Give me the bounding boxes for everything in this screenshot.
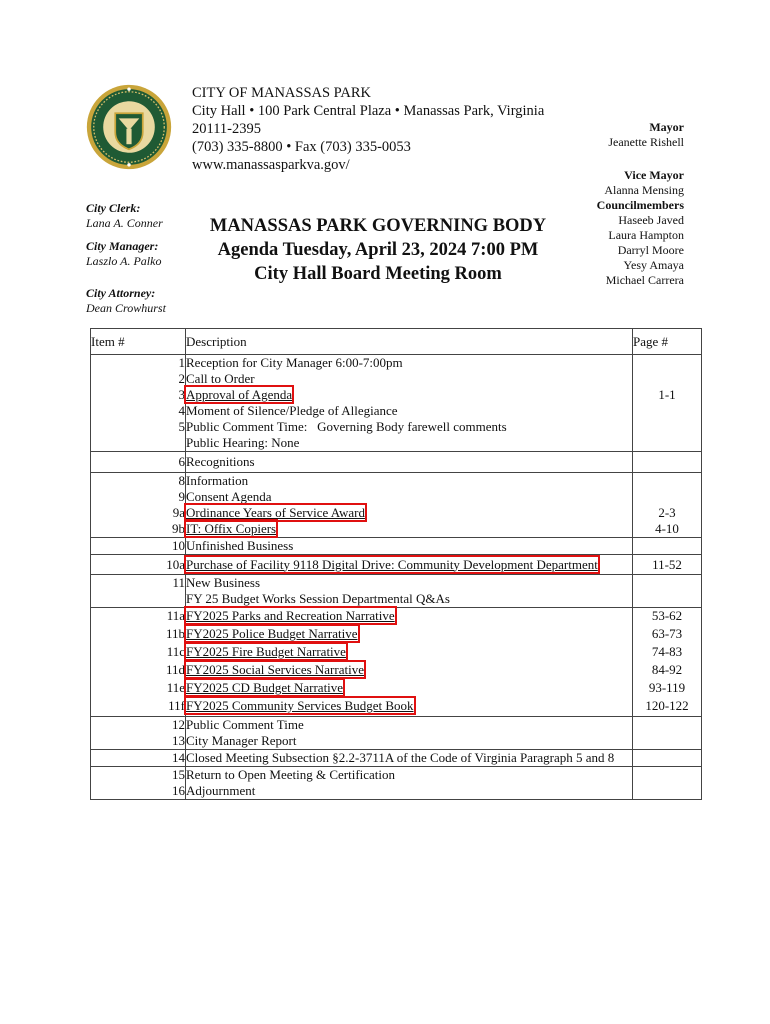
agenda-item-text: Consent Agenda	[186, 489, 272, 504]
city-manager-title: City Manager:	[86, 239, 159, 253]
agenda-item-text: Reception for City Manager 6:00-7:00pm	[186, 355, 403, 370]
agenda-item-text: FY 25 Budget Works Session Departmental Q&As	[186, 591, 450, 606]
mayor-name: Jeanette Rishell	[608, 135, 684, 149]
agenda-item-text: Public Comment Time	[186, 717, 304, 732]
councilmember-name: Yesy Amaya	[623, 258, 684, 272]
offix-copiers-link[interactable]: IT: Offix Copiers	[186, 521, 277, 536]
table-row: 10 Unfinished Business	[91, 538, 702, 555]
agenda-item-text: Call to Order	[186, 371, 255, 386]
ordinance-years-of-service-link[interactable]: Ordinance Years of Service Award	[186, 505, 365, 520]
cd-budget-narrative-link[interactable]: FY2025 CD Budget Narrative	[186, 680, 344, 695]
table-row: 11a 11b 11c 11d 11e 11f FY2025 Parks and Recreation Narrative FY2025 Police Budget Narrative FY2025 Fire Budget Narrative FY2025 Social Services Narrative FY2025 CD Budget Narrative FY2025 Community Services Budget Book 53-62 63-73 74-83 84-92 93-119 120-122	[91, 608, 702, 717]
vice-mayor-name: Alanna Mensing	[604, 183, 684, 197]
councilmembers-title: Councilmembers	[596, 198, 684, 212]
police-budget-narrative-link[interactable]: FY2025 Police Budget Narrative	[186, 626, 358, 641]
table-row: 11 New Business FY 25 Budget Works Session Departmental Q&As	[91, 575, 702, 608]
city-seal-logo	[86, 84, 172, 170]
agenda-table	[90, 328, 702, 800]
city-clerk-name: Lana A. Conner	[86, 216, 163, 230]
description-cell	[186, 355, 633, 452]
councilmember-name: Michael Carrera	[605, 273, 684, 287]
city-website[interactable]: www.manassasparkva.gov/	[192, 157, 350, 173]
table-row: 6 Recognitions	[91, 452, 702, 473]
agenda-header-row	[91, 329, 702, 355]
parks-recreation-narrative-link[interactable]: FY2025 Parks and Recreation Narrative	[186, 608, 395, 623]
description-header: Description	[186, 329, 633, 355]
page-number-header: Page #	[633, 329, 702, 355]
mayor-title: Mayor	[649, 120, 684, 134]
page-number-cell: 1-1	[633, 355, 702, 452]
city-address: City Hall • 100 Park Central Plaza • Manassas Park, Virginia	[192, 103, 545, 119]
agenda-item-text: Public Comment Time: Governing Body farewell comments	[186, 419, 507, 434]
councilmember-name: Darryl Moore	[617, 243, 684, 257]
table-row: 12 13 Public Comment Time City Manager Report	[91, 717, 702, 750]
agenda-item-text: Public Hearing: None	[186, 435, 300, 450]
city-phone-fax: (703) 335-8800 • Fax (703) 335-0053	[192, 139, 411, 155]
city-zip: 20111-2395	[192, 121, 262, 137]
city-attorney-title: City Attorney:	[86, 286, 156, 300]
meeting-title-block	[192, 214, 564, 286]
agenda-item-text: City Manager Report	[186, 733, 297, 748]
agenda-item-text: Information	[186, 473, 249, 488]
meeting-location: City Hall Board Meeting Room	[254, 264, 502, 284]
agenda-item-text: Unfinished Business	[186, 538, 633, 555]
table-row: 8 9 9a 9b Information Consent Agenda Ordinance Years of Service Award IT: Offix Copiers 2-3 4-10	[91, 473, 702, 538]
agenda-item-text: Return to Open Meeting & Certification	[186, 767, 396, 782]
item-number-cell: 1 2 3 4 5	[91, 355, 186, 452]
councilmember-name: Haseeb Javed	[618, 213, 684, 227]
agenda-date-line: Agenda Tuesday, April 23, 2024 7:00 PM	[217, 240, 539, 260]
agenda-item-text: Recognitions	[186, 452, 633, 473]
agenda-item-text: Moment of Silence/Pledge of Allegiance	[186, 403, 398, 418]
city-attorney-name: Dean Crowhurst	[86, 301, 166, 315]
table-row: 14 Closed Meeting Subsection §2.2-3711A of the Code of Virginia Paragraph 5 and 8	[91, 750, 702, 767]
table-row	[91, 355, 702, 452]
fire-budget-narrative-link[interactable]: FY2025 Fire Budget Narrative	[186, 644, 346, 659]
councilmember-name: Laura Hampton	[608, 228, 684, 242]
city-manager-name: Laszlo A. Palko	[86, 254, 162, 268]
table-row: 10a Purchase of Facility 9118 Digital Drive: Community Development Department 11-52	[91, 555, 702, 575]
table-row: 15 16 Return to Open Meeting & Certification Adjournment	[91, 767, 702, 800]
item-number-header: Item #	[91, 329, 186, 355]
facility-9118-purchase-link[interactable]: Purchase of Facility 9118 Digital Drive: Community Development Department	[186, 556, 598, 572]
approval-of-agenda-link[interactable]: Approval of Agenda	[186, 387, 293, 402]
agenda-item-text: Closed Meeting Subsection §2.2-3711A of the Code of Virginia Paragraph 5 and 8	[186, 750, 633, 767]
vice-mayor-title: Vice Mayor	[624, 168, 684, 182]
agenda-item-text: Adjournment	[186, 783, 256, 798]
city-clerk-title: City Clerk:	[86, 201, 141, 215]
governing-body-title: MANASSAS PARK GOVERNING BODY	[209, 216, 547, 236]
agenda-item-text: New Business	[186, 575, 261, 590]
social-services-narrative-link[interactable]: FY2025 Social Services Narrative	[186, 662, 364, 677]
community-services-budget-book-link[interactable]: FY2025 Community Services Budget Book	[186, 698, 414, 713]
city-name: CITY OF MANASSAS PARK	[192, 85, 372, 101]
